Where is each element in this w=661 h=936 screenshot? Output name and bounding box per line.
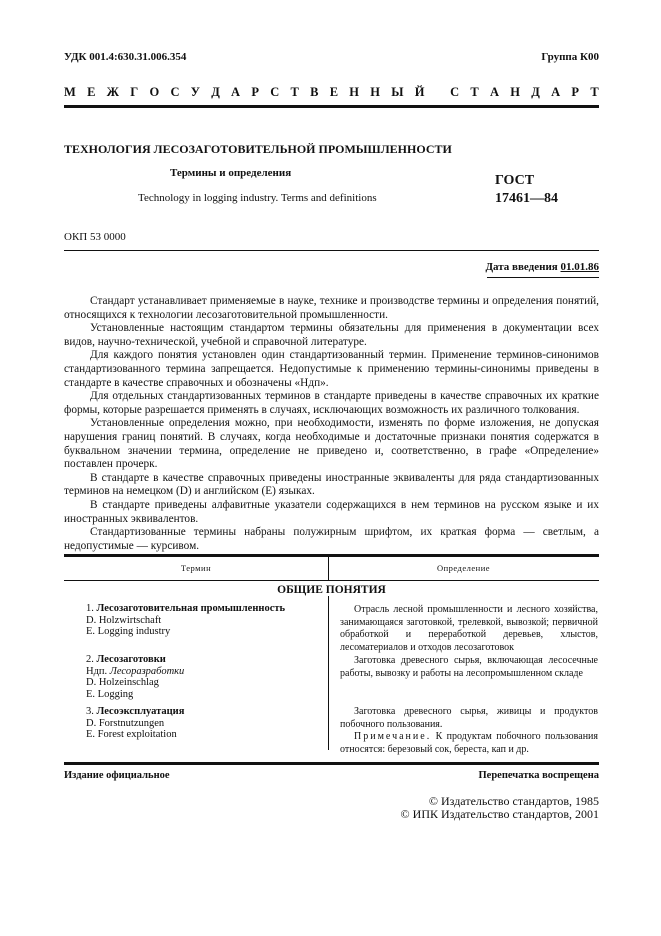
header-divider: [328, 557, 329, 580]
definition-entry: [340, 604, 598, 654]
term-german: D. Holzwirtschaft: [86, 614, 162, 626]
paragraph: Для каждого понятия установлен один стандартизованный термин. Применение терминов-синонимов стандартизованного термина запрещается. Недопустимые к применению термины-синонимы приведены в стандарте в качестве справочных и обозначены «Ндп».: [64, 349, 599, 389]
group-code: Группа К00: [541, 51, 599, 63]
table-header-row: [64, 554, 599, 580]
definition-text: Заготовка древесного сырья, включающая лесосечные работы, вывозку и работы на лесопромышленном складе: [340, 655, 598, 679]
banner-letter: Д: [531, 85, 540, 99]
effective-date-value: 01.01.86: [560, 261, 599, 273]
paragraph: В стандарте в качестве справочных приведены иностранные эквиваленты для ряда стандартизованных терминов на немецком (D) и английском (E) языках.: [64, 471, 599, 498]
banner-letter: Й: [414, 85, 425, 99]
effective-date-label: Дата введения: [485, 261, 558, 273]
banner-letter: Е: [87, 85, 96, 99]
banner-letter: Р: [571, 85, 580, 99]
banner-letter: У: [190, 85, 200, 99]
document-title: ТЕХНОЛОГИЯ ЛЕСОЗАГОТОВИТЕЛЬНОЙ ПРОМЫШЛЕННОСТИ: [64, 142, 452, 156]
column-header-term: Термин: [180, 563, 212, 573]
term-deprecated: Лесоразработки: [109, 665, 185, 677]
term-english: E. Logging: [86, 688, 134, 700]
paragraph: Стандарт устанавливает применяемые в науке, технике и производстве термины и определения понятий, относящихся к технологии лесозаготовительной промышленности.: [64, 295, 599, 321]
banner-letter: В: [310, 85, 319, 99]
paragraph: В стандарте приведены алфавитные указатели содержащихся в нем терминов на русском языке и их иностранных эквивалентов.: [64, 498, 599, 525]
banner-letter: С: [170, 85, 180, 99]
note-label: Примечание.: [354, 731, 432, 743]
column-header-definition: Определение: [436, 563, 491, 573]
introduction-text: [64, 295, 599, 553]
banner-letter: А: [551, 85, 561, 99]
section-title: ОБЩИЕ ПОНЯТИЯ: [277, 584, 386, 596]
banner-letter: А: [490, 85, 500, 99]
banner-letter: Н: [370, 85, 380, 99]
definition-entry: [340, 655, 598, 680]
banner-letter: Г: [130, 85, 139, 99]
term-name: Лесоэксплуатация: [96, 706, 185, 717]
copyright-1985: © Издательство стандартов, 1985: [428, 794, 599, 808]
term-name: Лесозаготовительная промышленность: [96, 603, 286, 614]
document-subtitle: Термины и определения: [170, 167, 292, 179]
banner-letter: Ж: [106, 85, 120, 99]
term-entry: [86, 654, 316, 700]
term-number: 2.: [86, 654, 94, 665]
definition-text: Отрасль лесной промышленности и лесного хозяйства, занимающаяся заготовкой, трелевкой, вывозкой; первичной обработкой и переработкой деревьев, хлыстов, лесоматериалов и отходов лесозаготовок: [340, 604, 598, 653]
term-english: E. Logging industry: [86, 626, 171, 637]
banner-letter: Д: [211, 85, 220, 99]
udk-code: УДК 001.4:630.31.006.354: [64, 51, 187, 63]
banner-letter: Р: [251, 85, 259, 99]
paragraph: Установленные настоящим стандартом термины обязательны для применения в документации всех видов, научно-технической, учебной и справочной литературе.: [64, 322, 599, 348]
header-bottom-rule: [64, 580, 599, 581]
term-name: Лесозаготовки: [96, 654, 166, 665]
banner-letter: Т: [290, 85, 299, 99]
definition-text: Заготовка древесного сырья, живицы и продуктов побочного пользования.: [340, 706, 598, 730]
banner-letter: Н: [510, 85, 521, 99]
banner-letter: Ы: [391, 85, 404, 99]
banner-letter: С: [450, 85, 460, 99]
gost-designation: [495, 172, 558, 208]
term-english: E. Forest exploitation: [86, 729, 177, 740]
term-german: D. Forstnutzungen: [86, 717, 165, 729]
banner-title: [64, 85, 599, 100]
banner-rule: [64, 105, 599, 108]
paragraph: Стандартизованные термины набраны полужирным шрифтом, их краткая форма — светлым, а недопустимые — курсивом.: [64, 526, 599, 552]
banner-letter: Е: [329, 85, 339, 99]
gost-number: 17461—84: [495, 191, 558, 206]
effective-date: [485, 261, 599, 273]
banner-letter: М: [64, 85, 76, 99]
paragraph: Установленные определения можно, при необходимости, изменять по форме изложения, не допуская нарушения границ понятий. В случаях, когда необходимые и достаточные признаки понятия содержатся в буквальном значении термина, определение не приведено и, соответственно, в графе «Определение» поставлен прочерк.: [64, 417, 599, 471]
reprint-notice: Перепечатка воспрещена: [478, 770, 599, 781]
term-number: 3.: [86, 706, 94, 717]
term-number: 1.: [86, 603, 94, 614]
date-rule: [487, 277, 599, 278]
okp-code: ОКП 53 0000: [64, 231, 126, 243]
term-entry: [86, 603, 316, 638]
term-german: D. Holzeinschlag: [86, 677, 159, 688]
column-divider: [328, 596, 329, 750]
banner-letter: Н: [349, 85, 360, 99]
document-title-english: Technology in logging industry. Terms and definitions: [138, 192, 377, 204]
note-text: К продуктам побочного пользования относятся: березовый сок, береста, кап и др.: [340, 731, 599, 755]
banner-letter: С: [270, 85, 280, 99]
ndp-prefix: Ндп.: [86, 665, 108, 677]
definition-entry: [340, 706, 598, 756]
footer-rule: [64, 762, 599, 765]
paragraph: Для отдельных стандартизованных терминов в стандарте приведены в качестве справочных их краткие формы, которые разрешается применять в случаях, исключающих возможность их различного толкования.: [64, 390, 599, 416]
banner-letter: О: [149, 85, 160, 99]
term-entry: [86, 706, 316, 741]
official-edition: Издание официальное: [64, 770, 170, 781]
terms-table: [64, 554, 599, 754]
copyright-2001: © ИПК Издательство стандартов, 2001: [400, 807, 599, 821]
banner-letter: А: [231, 85, 241, 99]
banner-letter: Т: [470, 85, 479, 99]
okp-rule: [64, 250, 599, 251]
banner-space: [436, 85, 439, 100]
gost-label: ГОСТ: [495, 173, 535, 188]
banner-letter: Т: [590, 85, 599, 99]
